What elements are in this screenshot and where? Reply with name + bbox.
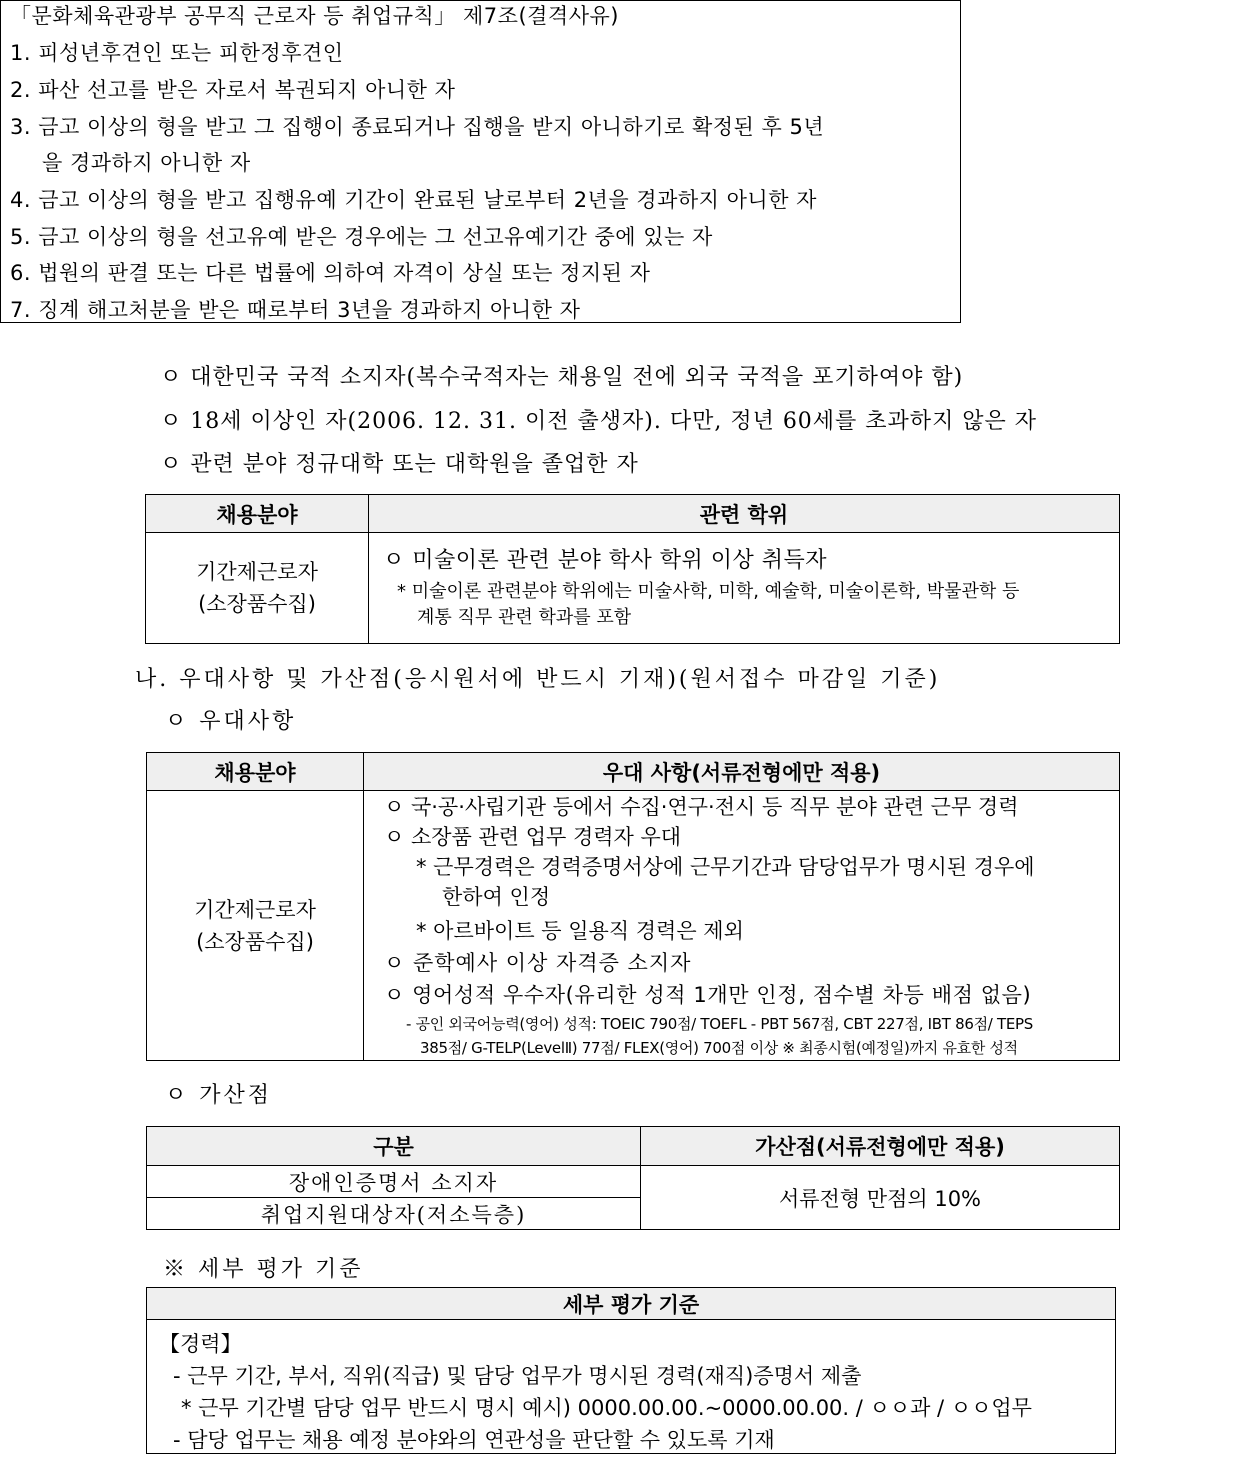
requirement-nationality: ㅇ 대한민국 국적 소지자(복수국적자는 채용일 전에 외국 국적을 포기하여야 함) <box>160 365 964 390</box>
field-subname: (소장품수집) <box>196 929 314 954</box>
bonus-row-employment-support: 취업지원대상자(저소득층) <box>147 1198 641 1230</box>
degree-note-line2: 계통 직무 관련 학과를 포함 <box>417 607 632 628</box>
bonus-table-header-points: 가산점(서류전형에만 적용) <box>641 1127 1120 1166</box>
degree-main-requirement: ㅇ 미술이론 관련 분야 학사 학위 이상 취득자 <box>383 548 827 573</box>
section-na-title: 나. 우대사항 및 가산점(응시원서에 반드시 기재)(원서접수 마감일 기준) <box>135 667 941 692</box>
preference-line: ㅇ 영어성적 우수자(유리한 성적 1개만 인정, 점수별 차등 배점 없음) <box>384 983 1032 1007</box>
rules-header: 「문화체육관광부 공무직 근로자 등 취업규칙」 제7조(결격사유) <box>10 4 619 28</box>
preference-table <box>146 752 1120 1061</box>
degree-note-line1: * 미술이론 관련분야 학위에는 미술사학, 미학, 예술학, 미술이론학, 박물관학 등 <box>397 581 1020 602</box>
criteria-line: - 근무 기간, 부서, 직위(직급) 및 담당 업무가 명시된 경력(재직)증명서 제출 <box>173 1364 862 1388</box>
field-name: 기간제근로자 <box>194 897 316 922</box>
preference-line: ㅇ 국·공·사립기관 등에서 수집·연구·전시 등 직무 분야 관련 근무 경력 <box>384 795 1019 819</box>
disqualification-rules-box <box>0 0 961 323</box>
requirement-age: ㅇ 18세 이상인 자(2006. 12. 31. 이전 출생자). 다만, 정년 60세를 초과하지 않은 자 <box>160 409 1038 434</box>
rule-item: 3. 금고 이상의 형을 받고 그 집행이 종료되거나 집행을 받지 아니하기로 확정된 후 5년 <box>10 115 825 139</box>
field-name: 기간제근로자 <box>196 560 318 584</box>
criteria-line: - 담당 업무는 채용 예정 분야와의 연관성을 판단할 수 있도록 기재 <box>173 1428 775 1452</box>
bonus-row-disability: 장애인증명서 소지자 <box>147 1166 641 1198</box>
degree-table-requirement-cell <box>369 533 1120 644</box>
criteria-table-header: 세부 평가 기준 <box>147 1288 1116 1320</box>
preference-table-header-preference: 우대 사항(서류전형에만 적용) <box>364 753 1120 791</box>
preference-table-header-field: 채용분야 <box>147 753 364 791</box>
bonus-table-header-category: 구분 <box>147 1127 641 1166</box>
rule-item: 2. 파산 선고를 받은 자로서 복권되지 아니한 자 <box>10 78 456 102</box>
preference-note: * 아르바이트 등 일용직 경력은 제외 <box>416 919 744 943</box>
preference-note: * 근무경력은 경력증명서상에 근무기간과 담당업무가 명시된 경우에 <box>416 855 1035 879</box>
bonus-table <box>146 1126 1120 1230</box>
criteria-example-line: * 근무 기간별 담당 업무 반드시 명시 예시) 0000.00.00.~0000.00.00. / ㅇㅇ과 / ㅇㅇ업무 <box>181 1396 1032 1420</box>
rule-item: 7. 징계 해고처분을 받은 때로부터 3년을 경과하지 아니한 자 <box>10 298 581 322</box>
bonus-value: 서류전형 만점의 10% <box>641 1166 1120 1230</box>
rule-item: 4. 금고 이상의 형을 받고 집행유예 기간이 완료된 날로부터 2년을 경과하지 아니한 자 <box>10 188 817 212</box>
criteria-subtitle: ※ 세부 평가 기준 <box>163 1257 364 1282</box>
rule-item: 6. 법원의 판결 또는 다른 법률에 의하여 자격이 상실 또는 정지된 자 <box>10 261 651 285</box>
preference-table-field-cell <box>147 791 364 1061</box>
preference-line: ㅇ 소장품 관련 업무 경력자 우대 <box>384 825 682 849</box>
preference-note-continued: 한하여 인정 <box>442 885 551 909</box>
preference-subtitle: ㅇ 우대사항 <box>165 709 297 734</box>
degree-table-field-cell <box>146 533 369 644</box>
requirement-degree: ㅇ 관련 분야 정규대학 또는 대학원을 졸업한 자 <box>160 452 639 477</box>
field-subname: (소장품수집) <box>198 592 316 616</box>
english-score-detail-continued: 385점/ G-TELP(LevelⅡ) 77점/ FLEX(영어) 700점 이상 ※ 최종시험(예정일)까지 유효한 성적 <box>420 1039 1018 1057</box>
degree-table-header-degree: 관련 학위 <box>369 495 1120 533</box>
degree-table <box>145 494 1120 644</box>
degree-table-header-field: 채용분야 <box>146 495 369 533</box>
bonus-subtitle: ㅇ 가산점 <box>165 1083 273 1108</box>
english-score-detail: - 공인 외국어능력(영어) 성적: TOEIC 790점/ TOEFL - PBT 567점, CBT 227점, IBT 86점/ TEPS <box>406 1015 1033 1033</box>
criteria-table <box>146 1287 1116 1454</box>
rule-item-continued: 을 경과하지 아니한 자 <box>42 151 251 175</box>
rule-item: 1. 피성년후견인 또는 피한정후견인 <box>10 41 344 65</box>
criteria-heading-career: 【경력】 <box>159 1332 242 1356</box>
criteria-content-cell <box>147 1320 1116 1454</box>
rule-item: 5. 금고 이상의 형을 선고유예 받은 경우에는 그 선고유예기간 중에 있는 자 <box>10 225 713 249</box>
preference-table-content-cell <box>364 791 1120 1061</box>
preference-line: ㅇ 준학예사 이상 자격증 소지자 <box>384 951 692 975</box>
